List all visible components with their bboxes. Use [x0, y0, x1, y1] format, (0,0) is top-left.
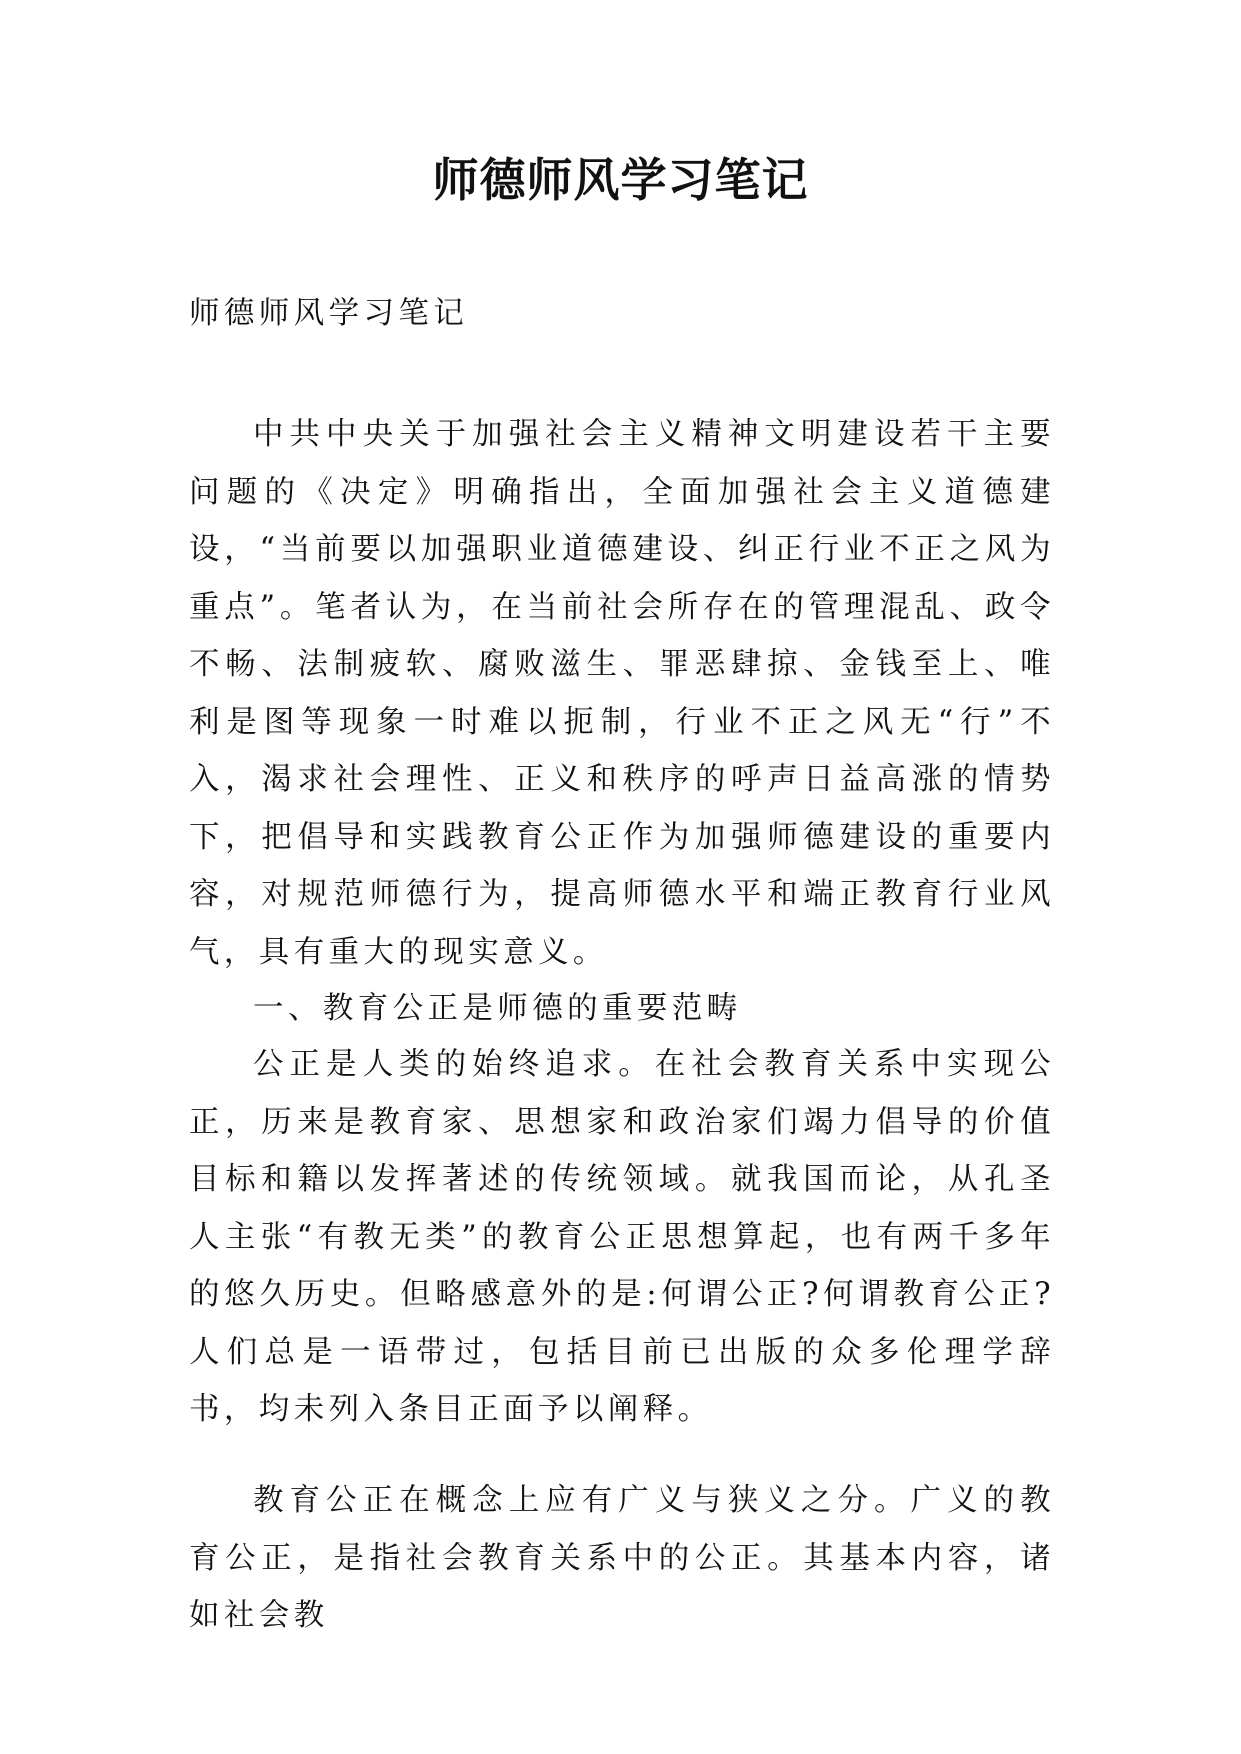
document-title: 师德师风学习笔记: [432, 153, 809, 207]
paragraph-definition: 教育公正在概念上应有广义与狭义之分。广义的教育公正，是指社会教育关系中的公正。其基本内容，诸如社会教: [189, 1483, 1055, 1633]
paragraph-intro: 中共中央关于加强社会主义精神文明建设若干主要问题的《决定》明确指出，全面加强社会主义道德建设，“当前要以加强职业道德建设、纠正行业不正之风为重点”。笔者认为，在当前社会所存在的管理混乱、政令不畅、法制疲软、腐败滋生、罪恶肆掠、金钱至上、唯利是图等现象一时难以扼制，行业不正之风无“行”不入，渴求社会理性、正义和秩序的呼声日益高涨的情势下，把倡导和实践教育公正作为加强师德建设的重要内容，对规范师德行为，提高师德水平和端正教育行业风气，具有重大的现实意义。: [189, 417, 1055, 970]
paragraph-fairness: 公正是人类的始终追求。在社会教育关系中实现公正，历来是教育家、思想家和政治家们竭力倡导的价值目标和籍以发挥著述的传统领域。就我国而论，从孔圣人主张“有教无类”的教育公正思想算起，也有两千多年的悠久历史。但略感意外的是:何谓公正?何谓教育公正?人们总是一语带过，包括目前已出版的众多伦理学辞书，均未列入条目正面予以阐释。: [189, 1047, 1055, 1427]
section-heading: 一、教育公正是师德的重要范畴: [253, 991, 742, 1026]
document-subtitle: 师德师风学习笔记: [189, 296, 469, 331]
